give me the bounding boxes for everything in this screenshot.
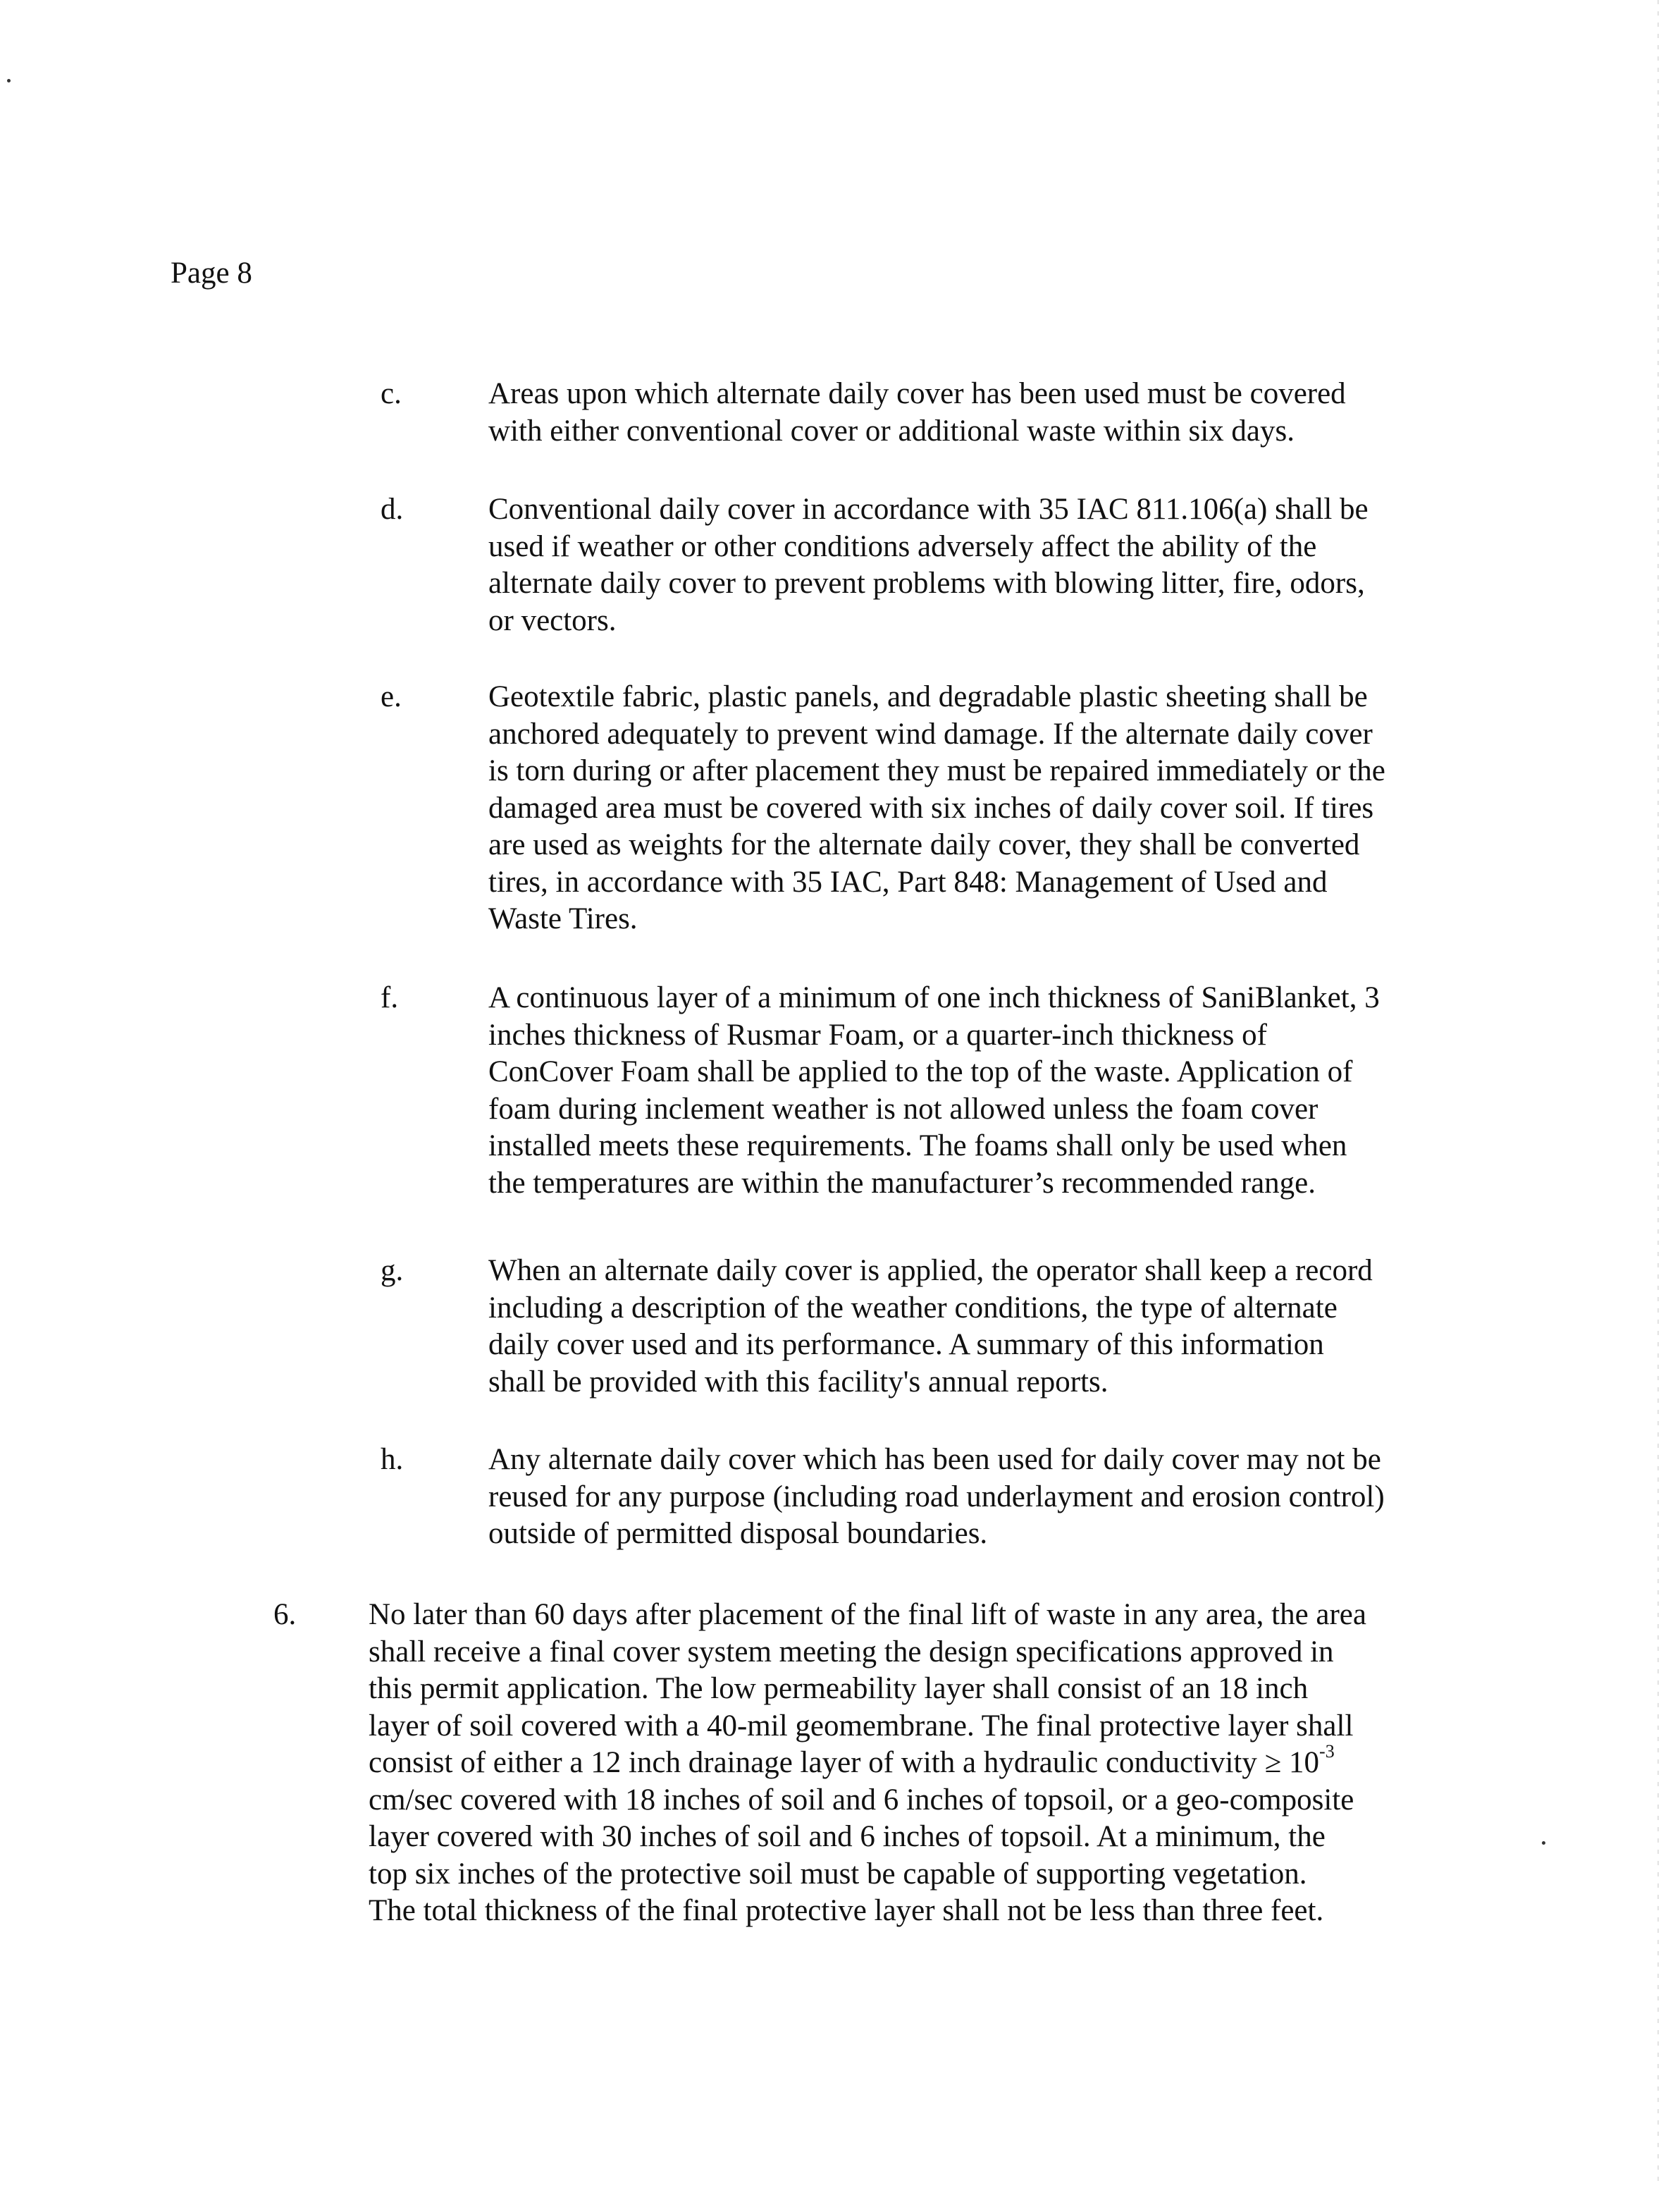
list-item-marker: f.	[381, 981, 399, 1014]
text-line: foam during inclement weather is not allowed unless the foam cover	[488, 1092, 1318, 1126]
text-line: is torn during or after placement they must be repaired immediately or the	[488, 754, 1385, 787]
text-line: Conventional daily cover in accordance with 35 IAC 811.106(a) shall be	[488, 493, 1369, 526]
text-line: tires, in accordance with 35 IAC, Part 848: Management of Used and	[488, 865, 1328, 899]
text-line: Geotextile fabric, plastic panels, and degradable plastic sheeting shall be	[488, 680, 1368, 713]
text-line: Areas upon which alternate daily cover has been used must be covered	[488, 377, 1346, 410]
list-item-marker: e.	[381, 680, 402, 713]
text-line: installed meets these requirements. The foams shall only be used when	[488, 1129, 1347, 1162]
list-item-marker: g.	[381, 1254, 404, 1287]
text-line: ConCover Foam shall be applied to the top of the waste. Application of	[488, 1055, 1353, 1088]
text-line: shall be provided with this facility's annual reports.	[488, 1365, 1108, 1399]
list-item-marker: h.	[381, 1443, 404, 1476]
text-line: No later than 60 days after placement of the final lift of waste in any area, the area	[369, 1598, 1366, 1631]
list-item-text	[488, 980, 1380, 1202]
text-line: layer covered with 30 inches of soil and 6 inches of topsoil. At a minimum, the	[369, 1820, 1326, 1853]
text-line-main: consist of either a 12 inch drainage layer of with a hydraulic conductivity ≥ 10	[369, 1746, 1320, 1779]
text-line: the temperatures are within the manufacturer’s recommended range.	[488, 1166, 1316, 1200]
text-line: alternate daily cover to prevent problems with blowing litter, fire, odors,	[488, 567, 1365, 600]
text-line: used if weather or other conditions adversely affect the ability of the	[488, 529, 1317, 563]
text-line: When an alternate daily cover is applied, the operator shall keep a record	[488, 1254, 1373, 1287]
list-item-text	[488, 679, 1385, 938]
text-line: reused for any purpose (including road underlayment and erosion control)	[488, 1480, 1385, 1513]
list-item-marker: d.	[381, 493, 404, 526]
scan-edge-artifact	[1657, 0, 1659, 2188]
numbered-item-marker: 6.	[273, 1598, 297, 1631]
text-line: damaged area must be covered with six inches of daily cover soil. If tires	[488, 791, 1374, 825]
text-line: this permit application. The low permeability layer shall consist of an 18 inch	[369, 1672, 1309, 1705]
list-item-text	[488, 1442, 1385, 1553]
text-line: The total thickness of the final protective layer shall not be less than three feet.	[369, 1894, 1324, 1927]
list-item-text	[488, 1253, 1373, 1401]
page-number: Page 8	[171, 257, 252, 290]
scan-speck	[7, 79, 11, 82]
exponent: -3	[1319, 1740, 1335, 1762]
text-line: Waste Tires.	[488, 902, 638, 935]
list-item-marker: c.	[381, 377, 402, 410]
list-item-text	[488, 376, 1346, 450]
text-line: are used as weights for the alternate daily cover, they shall be converted	[488, 828, 1360, 861]
text-line: with either conventional cover or additional waste within six days.	[488, 414, 1295, 448]
text-line	[369, 1740, 1366, 1782]
text-line: anchored adequately to prevent wind damage. If the alternate daily cover	[488, 717, 1373, 751]
scan-speck	[1542, 1841, 1545, 1845]
numbered-item-text	[369, 1597, 1366, 1930]
text-line: or vectors.	[488, 603, 617, 637]
text-line: shall receive a final cover system meeting the design specifications approved in	[369, 1635, 1334, 1668]
text-line: outside of permitted disposal boundaries.	[488, 1517, 988, 1550]
text-line: cm/sec covered with 18 inches of soil and 6 inches of topsoil, or a geo-composite	[369, 1783, 1354, 1817]
text-line: including a description of the weather conditions, the type of alternate	[488, 1291, 1338, 1325]
text-line: A continuous layer of a minimum of one inch thickness of SaniBlanket, 3	[488, 981, 1380, 1014]
text-line: top six inches of the protective soil must be capable of supporting vegetation.	[369, 1857, 1307, 1891]
list-item-text	[488, 491, 1369, 639]
text-line: layer of soil covered with a 40-mil geomembrane. The final protective layer shall	[369, 1709, 1354, 1743]
text-line: inches thickness of Rusmar Foam, or a quarter-inch thickness of	[488, 1018, 1267, 1052]
text-line: Any alternate daily cover which has been used for daily cover may not be	[488, 1443, 1381, 1476]
text-line: daily cover used and its performance. A summary of this information	[488, 1328, 1324, 1361]
